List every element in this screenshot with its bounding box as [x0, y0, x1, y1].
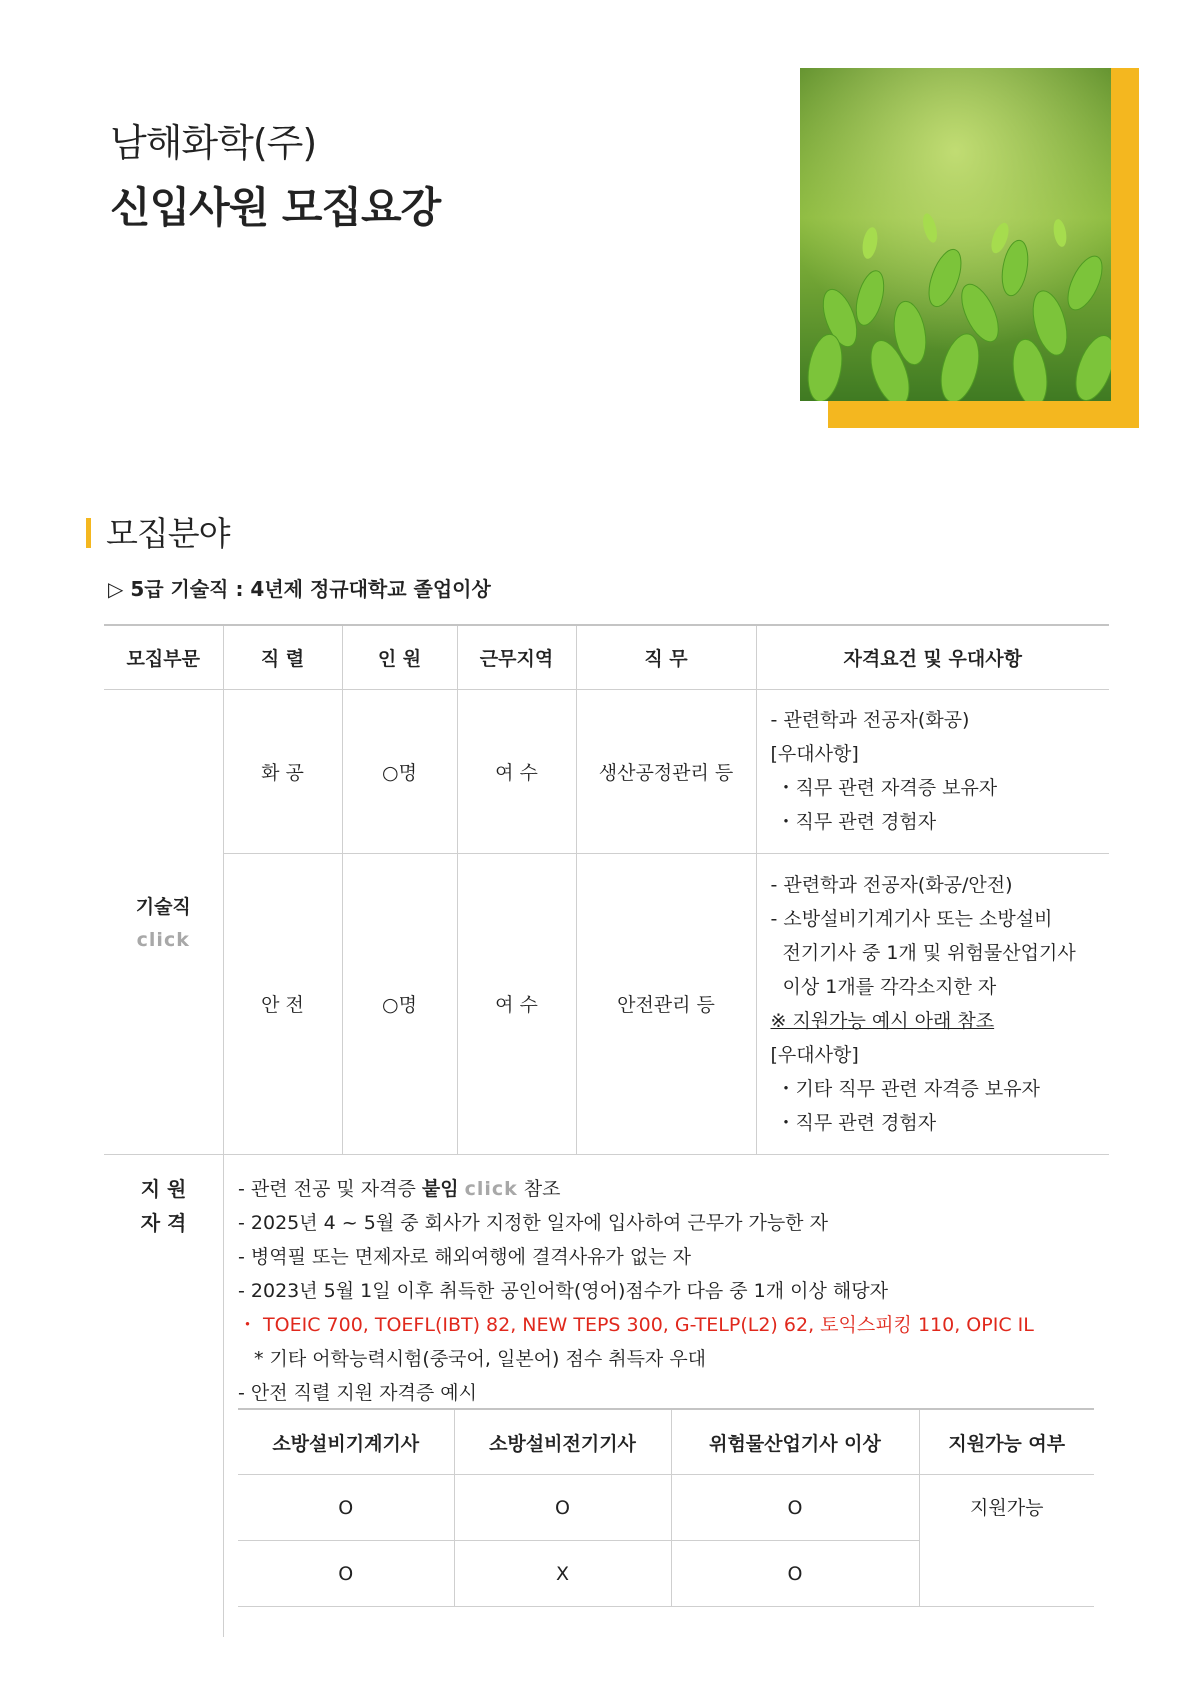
header-series: 직 렬: [223, 625, 342, 689]
header-count: 인 원: [342, 625, 457, 689]
requirement-line: - 2025년 4 ~ 5월 중 회사가 지정한 일자에 입사하여 근무가 가능한 자: [238, 1212, 828, 1234]
qualification-line: 전기기사 중 1개 및 위험물산업기사: [782, 941, 1076, 964]
qualifications-cell: [756, 689, 1109, 853]
requirement-line: - 안전 직렬 지원 자격증 예시: [238, 1382, 477, 1404]
count-cell: ○명: [342, 853, 457, 1154]
duty-cell: 생산공정관리 등: [576, 689, 756, 853]
series-cell: 화 공: [223, 689, 342, 853]
section-title: 모집분야: [106, 514, 230, 553]
qualification-line: 이상 1개를 각각소지한 자: [782, 975, 997, 998]
qualification-line: [우대사항]: [770, 743, 859, 765]
company-name: 남해화학(주): [110, 121, 317, 165]
header-fire-electrical: 소방설비전기기사: [454, 1409, 671, 1475]
certificate-example-table: [238, 1408, 1094, 1607]
table-row: [104, 853, 1109, 1154]
table-cell: O: [671, 1541, 919, 1607]
tea-leaves-image: [800, 68, 1111, 401]
recruitment-table: [104, 624, 1109, 1155]
table-row: [238, 1475, 1094, 1541]
header-fire-mechanical: 소방설비기계기사: [238, 1409, 454, 1475]
qualification-line: ・기타 직무 관련 자격증 보유자: [776, 1077, 1040, 1100]
example-reference-note: ※ 지원가능 예시 아래 참조: [770, 1009, 995, 1032]
duty-cell: 안전관리 등: [576, 853, 756, 1154]
requirement-line: - 병역필 또는 면제자로 해외여행에 결격사유가 없는 자: [238, 1246, 691, 1268]
requirements-label-line: 자 격: [140, 1211, 187, 1235]
requirements-list: [238, 1172, 1034, 1410]
qualification-line: ・직무 관련 경험자: [776, 1111, 937, 1134]
header-eligibility: 지원가능 여부: [919, 1409, 1094, 1475]
requirement-text: 참조: [523, 1178, 561, 1200]
table-cell: O: [238, 1475, 454, 1541]
table-cell: O: [454, 1475, 671, 1541]
qualification-line: - 관련학과 전공자(화공/안전): [770, 873, 1013, 896]
header-department: 모집부문: [104, 625, 223, 689]
table-header-row: [238, 1409, 1094, 1475]
requirement-line: [238, 1172, 1034, 1206]
qualification-line: - 관련학과 전공자(화공): [770, 709, 970, 731]
department-cell: [104, 689, 223, 1154]
table-header-row: [104, 625, 1109, 689]
department-click-link[interactable]: click: [136, 929, 190, 951]
table-cell: X: [454, 1541, 671, 1607]
series-cell: 안 전: [223, 853, 342, 1154]
requirement-line: - 2023년 5월 1일 이후 취득한 공인어학(영어)점수가 다음 중 1개 이상 해당자: [238, 1280, 888, 1302]
requirements-divider: [223, 1155, 224, 1637]
eligibility-cell: 지원가능: [919, 1475, 1094, 1607]
tea-leaves-photo: [800, 68, 1111, 401]
header-qualifications: 자격요건 및 우대사항: [756, 625, 1109, 689]
language-score-line: ・ TOEIC 700, TOEFL(IBT) 82, NEW TEPS 300, G-TELP(L2) 62, 토익스피킹 110, OPIC IL: [238, 1314, 1034, 1336]
qualifications-cell: [756, 853, 1109, 1154]
table-cell: O: [238, 1541, 454, 1607]
qualification-line: [우대사항]: [770, 1043, 859, 1066]
section-accent-bar: [86, 518, 91, 548]
page-title: 신입사원 모집요강: [110, 183, 441, 232]
department-label: 기술직: [135, 896, 191, 918]
qualification-line: ・직무 관련 경험자: [776, 811, 937, 833]
location-cell: 여 수: [457, 689, 576, 853]
header-location: 근무지역: [457, 625, 576, 689]
requirements-label: [104, 1172, 223, 1240]
table-cell: O: [671, 1475, 919, 1541]
count-cell: ○명: [342, 689, 457, 853]
requirement-text: - 관련 전공 및 자격증: [238, 1178, 422, 1200]
requirement-line: * 기타 어학능력시험(중국어, 일본어) 점수 취득자 우대: [254, 1348, 707, 1370]
location-cell: 여 수: [457, 853, 576, 1154]
qualification-line: - 소방설비기계기사 또는 소방설비: [770, 907, 1053, 930]
attachment-click-link[interactable]: click: [464, 1178, 518, 1200]
table-row: [104, 689, 1109, 853]
requirements-label-line: 지 원: [140, 1177, 187, 1201]
attachment-label: 붙임: [421, 1178, 459, 1200]
header-hazardous-materials: 위험물산업기사 이상: [671, 1409, 919, 1475]
header-duty: 직 무: [576, 625, 756, 689]
job-category-heading: ▷ 5급 기술직 : 4년제 정규대학교 졸업이상: [108, 577, 491, 601]
qualification-line: ・직무 관련 자격증 보유자: [776, 777, 998, 799]
